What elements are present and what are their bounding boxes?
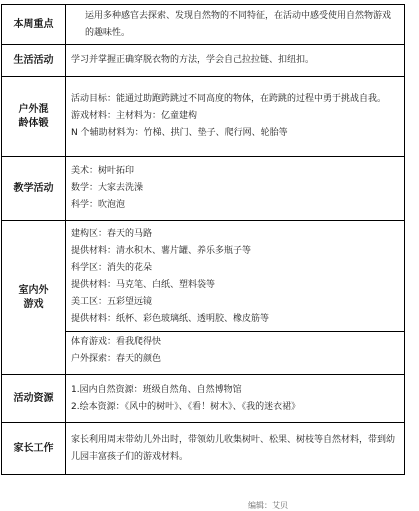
content-line: 数学：大家去洗澡 (71, 183, 144, 193)
content-line: 建构区：春天的马路 (71, 229, 153, 239)
row-content (66, 423, 405, 475)
content-line: 体育游戏：看我爬得快 (71, 337, 162, 347)
content-line: 游戏材料：主材料为：亿童建构 (71, 111, 198, 121)
outdoor-games-group (66, 332, 404, 371)
row-label (2, 77, 66, 157)
content-line: 1.园内自然资源：班级自然角、自然博物馆 (71, 384, 242, 395)
content-line: 美工区：五彩望远镜 (71, 297, 153, 307)
weekly-plan-table (1, 4, 405, 475)
content-line: 科学区：消失的花朵 (71, 263, 153, 273)
table-row (2, 157, 405, 221)
focus-text: 运用多种感官去探索、发现自然物的不同特征，在活动中感受使用自然物游戏的趣味性。 (85, 10, 392, 38)
label-line: 龄体锻 (18, 117, 49, 129)
label-line: 户外混 (18, 103, 49, 115)
row-content (66, 45, 405, 77)
table-row (2, 423, 405, 475)
row-label: 活动资源 (2, 375, 66, 423)
content-line: 美术：树叶拓印 (71, 166, 135, 176)
label-line: 室内外 (18, 284, 49, 296)
content-line: 学习并掌握正确穿脱衣物的方法，学会自己拉拉链、扣纽扣。 (71, 55, 315, 65)
row-content (66, 221, 405, 375)
row-label (2, 221, 66, 375)
content-line: 2.绘本资源：《风中的树叶》、《看！树木》、《我的迷衣裙》 (71, 401, 301, 412)
content-line: 活动目标：能通过助跑跨跳过不同高度的物体，在跨跳的过程中勇于挑战自我。 (71, 94, 387, 104)
content-line: N 个辅助材料为：竹梯、拱门、垫子、爬行网、轮胎等 (71, 128, 288, 138)
row-content (66, 5, 405, 45)
content-line: 家长利用周末带幼儿外出时，带领幼儿收集树叶、松果、树枝等自然材料，带到幼儿园丰富孩子们的游戏材料。 (71, 434, 396, 462)
table-row (2, 5, 405, 45)
row-label: 家长工作 (2, 423, 66, 475)
table-row (2, 45, 405, 77)
table-row (2, 77, 405, 157)
indoor-games-group (66, 224, 404, 332)
content-line: 提供材料：清水积木、薯片罐、养乐多瓶子等 (71, 246, 252, 256)
table-row (2, 375, 405, 423)
label-line: 游戏 (23, 298, 44, 310)
content-line: 户外探索：春天的颜色 (71, 354, 162, 364)
row-label: 本周重点 (2, 5, 66, 45)
table-row (2, 221, 405, 375)
row-label: 教学活动 (2, 157, 66, 221)
content-line: 科学：吹泡泡 (71, 200, 126, 210)
page-footer: 编辑：艾贝 (248, 501, 288, 510)
row-content (66, 77, 405, 157)
row-content (66, 157, 405, 221)
content-line: 提供材料：马克笔、白纸、塑料袋等 (71, 280, 216, 290)
row-label: 生活活动 (2, 45, 66, 77)
content-line: 提供材料：纸杯、彩色玻璃纸、透明胶、橡皮筋等 (71, 314, 270, 324)
row-content (66, 375, 405, 423)
